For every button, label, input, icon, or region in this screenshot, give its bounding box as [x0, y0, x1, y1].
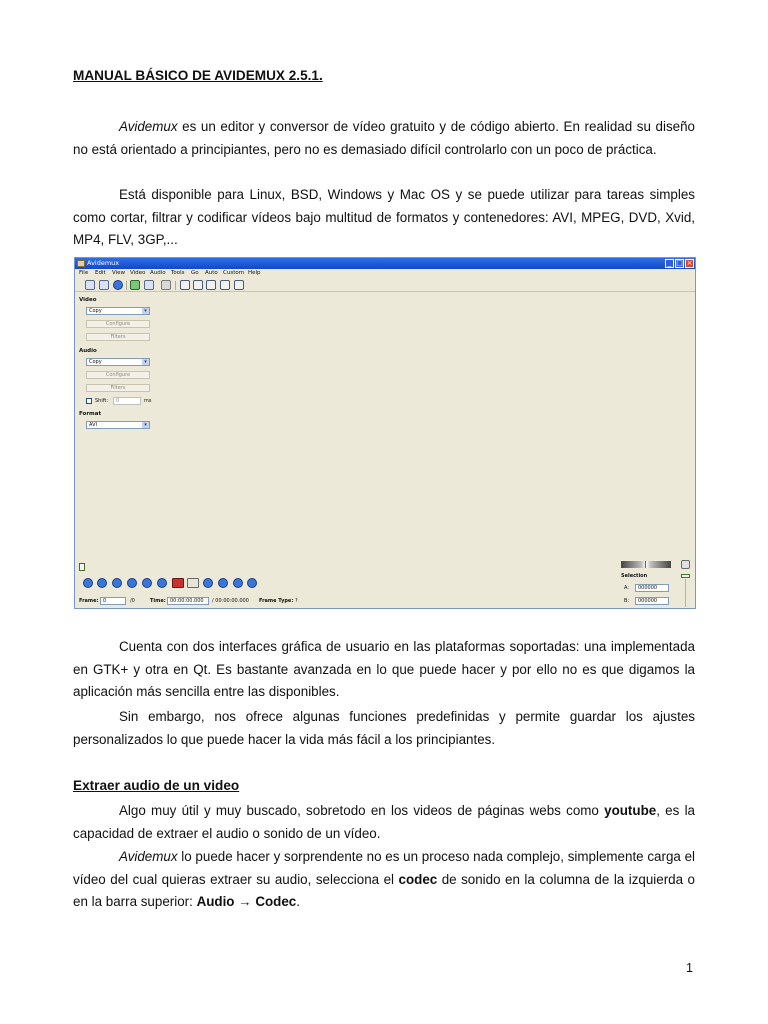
chevron-down-icon: ▾	[142, 422, 149, 428]
menu-view[interactable]: View	[112, 270, 126, 276]
app-icon	[77, 260, 85, 267]
previous-keyframe-icon[interactable]	[142, 578, 152, 588]
set-marker-b-icon[interactable]	[187, 578, 199, 588]
set-marker-a-icon[interactable]	[172, 578, 184, 588]
frame-label: Frame:	[79, 598, 99, 604]
timeline-slider[interactable]	[79, 563, 85, 571]
menu-go[interactable]: Go	[191, 270, 199, 276]
selection-a-input[interactable]: 000000	[635, 584, 669, 592]
menu-tools[interactable]: Tools	[171, 270, 185, 276]
frame-total: /0	[130, 598, 135, 604]
menu-file[interactable]: File	[79, 270, 89, 276]
audio-section-label: Audio	[79, 348, 97, 354]
menu-auto[interactable]: Auto	[205, 270, 218, 276]
selection-b-label: B:	[624, 598, 630, 604]
format-value: AVI	[89, 422, 97, 428]
paragraph-intro	[73, 116, 695, 161]
document-title: MANUAL BÁSICO DE AVIDEMUX 2.5.1.	[73, 68, 323, 83]
shift-checkbox[interactable]	[86, 398, 92, 404]
volume-gradient	[621, 561, 671, 568]
output-preview-icon[interactable]	[193, 280, 203, 290]
time-input[interactable]: 00:00:00.000	[167, 597, 209, 605]
next-black-frame-icon[interactable]	[218, 578, 228, 588]
shift-label: Shift:	[95, 398, 109, 404]
menu-custom[interactable]: Custom	[223, 270, 245, 276]
previous-black-frame-icon[interactable]	[203, 578, 213, 588]
paragraph-presets: Sin embargo, nos ofrece algunas funciones predefinidas y permite guardar los ajustes personalizados lo que puede hacer la vida más fácil a los principiantes.	[73, 709, 695, 747]
paragraph-extract-intro-end: , es la capacidad de extraer el audio o sonido de un vídeo.	[73, 803, 695, 841]
display-icon[interactable]	[234, 280, 244, 290]
audio-codec-select[interactable]	[86, 358, 150, 366]
go-last-frame-icon[interactable]	[247, 578, 257, 588]
selection-b-input[interactable]: 000000	[635, 597, 669, 605]
menu-audio[interactable]: Audio	[150, 270, 166, 276]
toolbar	[75, 278, 695, 292]
audio-codec-path-bold: Audio → Codec	[196, 894, 297, 909]
audio-codec-value: Copy	[89, 359, 102, 365]
shift-spinbox[interactable]: 0	[113, 397, 141, 405]
steps-text-3: .	[296, 894, 300, 909]
menu-bar	[75, 269, 695, 278]
audio-filters-button[interactable]: Filters	[86, 384, 150, 392]
format-section-label: Format	[79, 411, 102, 417]
open-icon[interactable]	[85, 280, 95, 290]
info-icon[interactable]	[113, 280, 123, 290]
close-button[interactable]: ×	[686, 259, 693, 267]
app-name-italic: Avidemux	[119, 849, 178, 864]
volume-track	[685, 579, 686, 607]
window-title: Avidemux	[87, 259, 120, 267]
video-filters-button[interactable]: Filters	[86, 333, 150, 341]
menu-help[interactable]: Help	[248, 270, 261, 276]
video-configure-button[interactable]: Configure	[86, 320, 150, 328]
frame-input[interactable]: 0	[100, 597, 126, 605]
chevron-down-icon: ▾	[142, 359, 149, 365]
youtube-bold: youtube	[604, 803, 657, 818]
video-save-icon[interactable]	[144, 280, 154, 290]
minimize-button[interactable]: _	[665, 259, 674, 268]
page-number: 1	[686, 961, 693, 975]
toolbar-separator	[126, 281, 127, 290]
video-codec-select[interactable]	[86, 307, 150, 315]
next-keyframe-icon[interactable]	[157, 578, 167, 588]
time-total: / 00:00:00.000	[212, 598, 249, 604]
section-heading-extract-audio: Extraer audio de un video	[73, 778, 240, 793]
audio-save-icon[interactable]	[130, 280, 140, 290]
steps-text-2: de sonido en la columna de la izquierda o en la barra superior:	[73, 871, 696, 909]
play-icon[interactable]	[83, 578, 93, 588]
paragraph-interfaces: Cuenta con dos interfaces gráfica de usuario en las plataformas soportadas: una implementada en GTK+ y otra en Qt. Es bastante avanzada en lo que puede hacer y por ello no es que digamos la aplicación más sencilla entre las disponibles.	[73, 639, 695, 699]
selection-label: Selection	[621, 573, 648, 579]
paragraph-platforms: Está disponible para Linux, BSD, Windows y Mac OS y se puede utilizar para tareas simples como cortar, filtrar y codificar vídeos bajo multitud de formatos y contenedores: AVI, MPEG, DVD, Xvid, MP4, FLV, 3GP,...	[73, 187, 695, 247]
paragraph-extract-steps	[73, 846, 695, 914]
save-icon[interactable]	[99, 280, 109, 290]
app-name-italic: Avidemux	[119, 119, 178, 134]
audio-configure-button[interactable]: Configure	[86, 371, 150, 379]
chevron-down-icon: ▾	[142, 308, 149, 314]
paragraph-intro-text: es un editor y conversor de vídeo gratuito y de código abierto. En realidad su diseño no está orientado a principiantes, pero no es demasiado difícil controlarlo con un poco de práctica.	[73, 119, 695, 157]
menu-video[interactable]: Video	[130, 270, 146, 276]
calculator-icon[interactable]	[161, 280, 171, 290]
frame-type-value: ?	[295, 598, 298, 604]
shift-unit: ms	[144, 398, 152, 404]
stop-icon[interactable]	[97, 578, 107, 588]
volume-marker	[645, 561, 646, 568]
frame-type-label: Frame Type:	[259, 598, 294, 604]
go-first-frame-icon[interactable]	[233, 578, 243, 588]
paragraph-extract-intro	[73, 800, 695, 845]
zoom-icon[interactable]	[681, 560, 690, 569]
next-frame-icon[interactable]	[127, 578, 137, 588]
selection-a-label: A:	[624, 585, 630, 591]
maximize-button[interactable]: □	[676, 259, 683, 267]
volume-knob[interactable]	[681, 574, 690, 578]
input-preview-icon[interactable]	[180, 280, 190, 290]
codec-bold: codec	[398, 871, 438, 887]
format-select[interactable]	[86, 421, 150, 429]
avidemux-screenshot	[74, 257, 696, 609]
previous-frame-icon[interactable]	[112, 578, 122, 588]
toolbar-separator	[175, 281, 176, 290]
window-titlebar	[75, 258, 695, 269]
side-by-side-icon[interactable]	[206, 280, 216, 290]
video-section-label: Video	[79, 297, 97, 303]
paragraph-extract-intro-text: Algo muy útil y muy buscado, sobretodo en los videos de páginas webs como	[119, 803, 605, 818]
menu-edit[interactable]: Edit	[95, 270, 106, 276]
top-bottom-icon[interactable]	[220, 280, 230, 290]
video-codec-value: Copy	[89, 308, 102, 314]
time-label: Time:	[150, 598, 166, 604]
steps-text-1: lo puede hacer y sorprendente no es un proceso nada complejo, simplemente carga el vídeo del cual quieras extraer su audio, selecciona el	[73, 849, 695, 887]
